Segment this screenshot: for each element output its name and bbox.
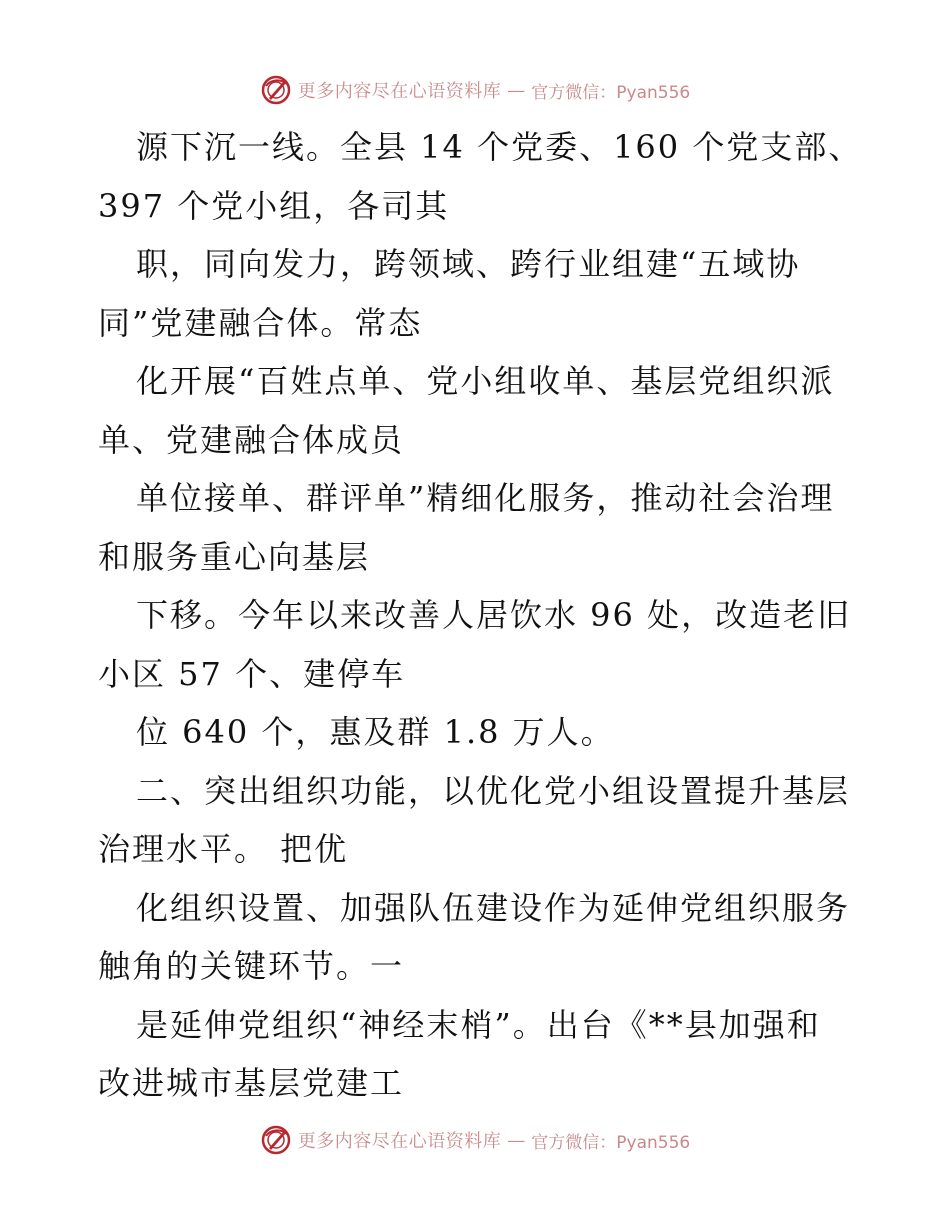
footer-watermark [0, 1120, 950, 1160]
body-line: 源下沉一线。全县 14 个党委、160 个党支部、 [136, 128, 863, 166]
document-body [98, 118, 868, 1113]
body-line: 位 640 个，惠及群 1.8 万人。 [136, 713, 615, 751]
watermark-separator: — [507, 79, 526, 101]
body-line: 小区 57 个、建停车 [98, 654, 406, 693]
body-line: 是延伸党组织“神经末梢”。出台《**县加强和 [136, 1005, 821, 1044]
body-line: 职，同向发力，跨领域、跨行业组建“五域协 [136, 245, 801, 283]
body-line: 改进城市基层党建工 [98, 1064, 405, 1102]
body-line: 下移。今年以来改善人居饮水 96 处，改造老旧 [136, 596, 852, 634]
body-line: 单位接单、群评单”精细化服务，推动社会治理 [136, 479, 835, 517]
header-watermark [0, 70, 950, 110]
body-line: 化组织设置、加强队伍建设作为延伸党组织服务 [136, 888, 851, 927]
body-line: 同”党建融合体。常态 [98, 303, 423, 342]
brand-logo-icon [260, 1124, 292, 1156]
body-line: 397 个党小组，各司其 [98, 186, 450, 225]
watermark-brand-text: 更多内容尽在心语资料库 [297, 1131, 502, 1152]
body-line: 二、突出组织功能，以优化党小组设置提升基层 [136, 771, 851, 810]
brand-logo-icon [260, 74, 292, 106]
body-line: 单、党建融合体成员 [98, 420, 405, 459]
watermark-separator: — [507, 1129, 526, 1151]
body-line: 触角的关键环节。一 [98, 947, 405, 985]
body-line: 化开展“百姓点单、党小组收单、基层党组织派 [136, 362, 835, 400]
watermark-wechat-text: 官方微信：Pyan556 [531, 82, 691, 103]
watermark-wechat-text: 官方微信：Pyan556 [531, 1132, 691, 1153]
watermark-brand-text: 更多内容尽在心语资料库 [297, 81, 502, 102]
body-line: 治理水平。 把优 [98, 830, 349, 868]
body-line: 和服务重心向基层 [98, 537, 371, 576]
